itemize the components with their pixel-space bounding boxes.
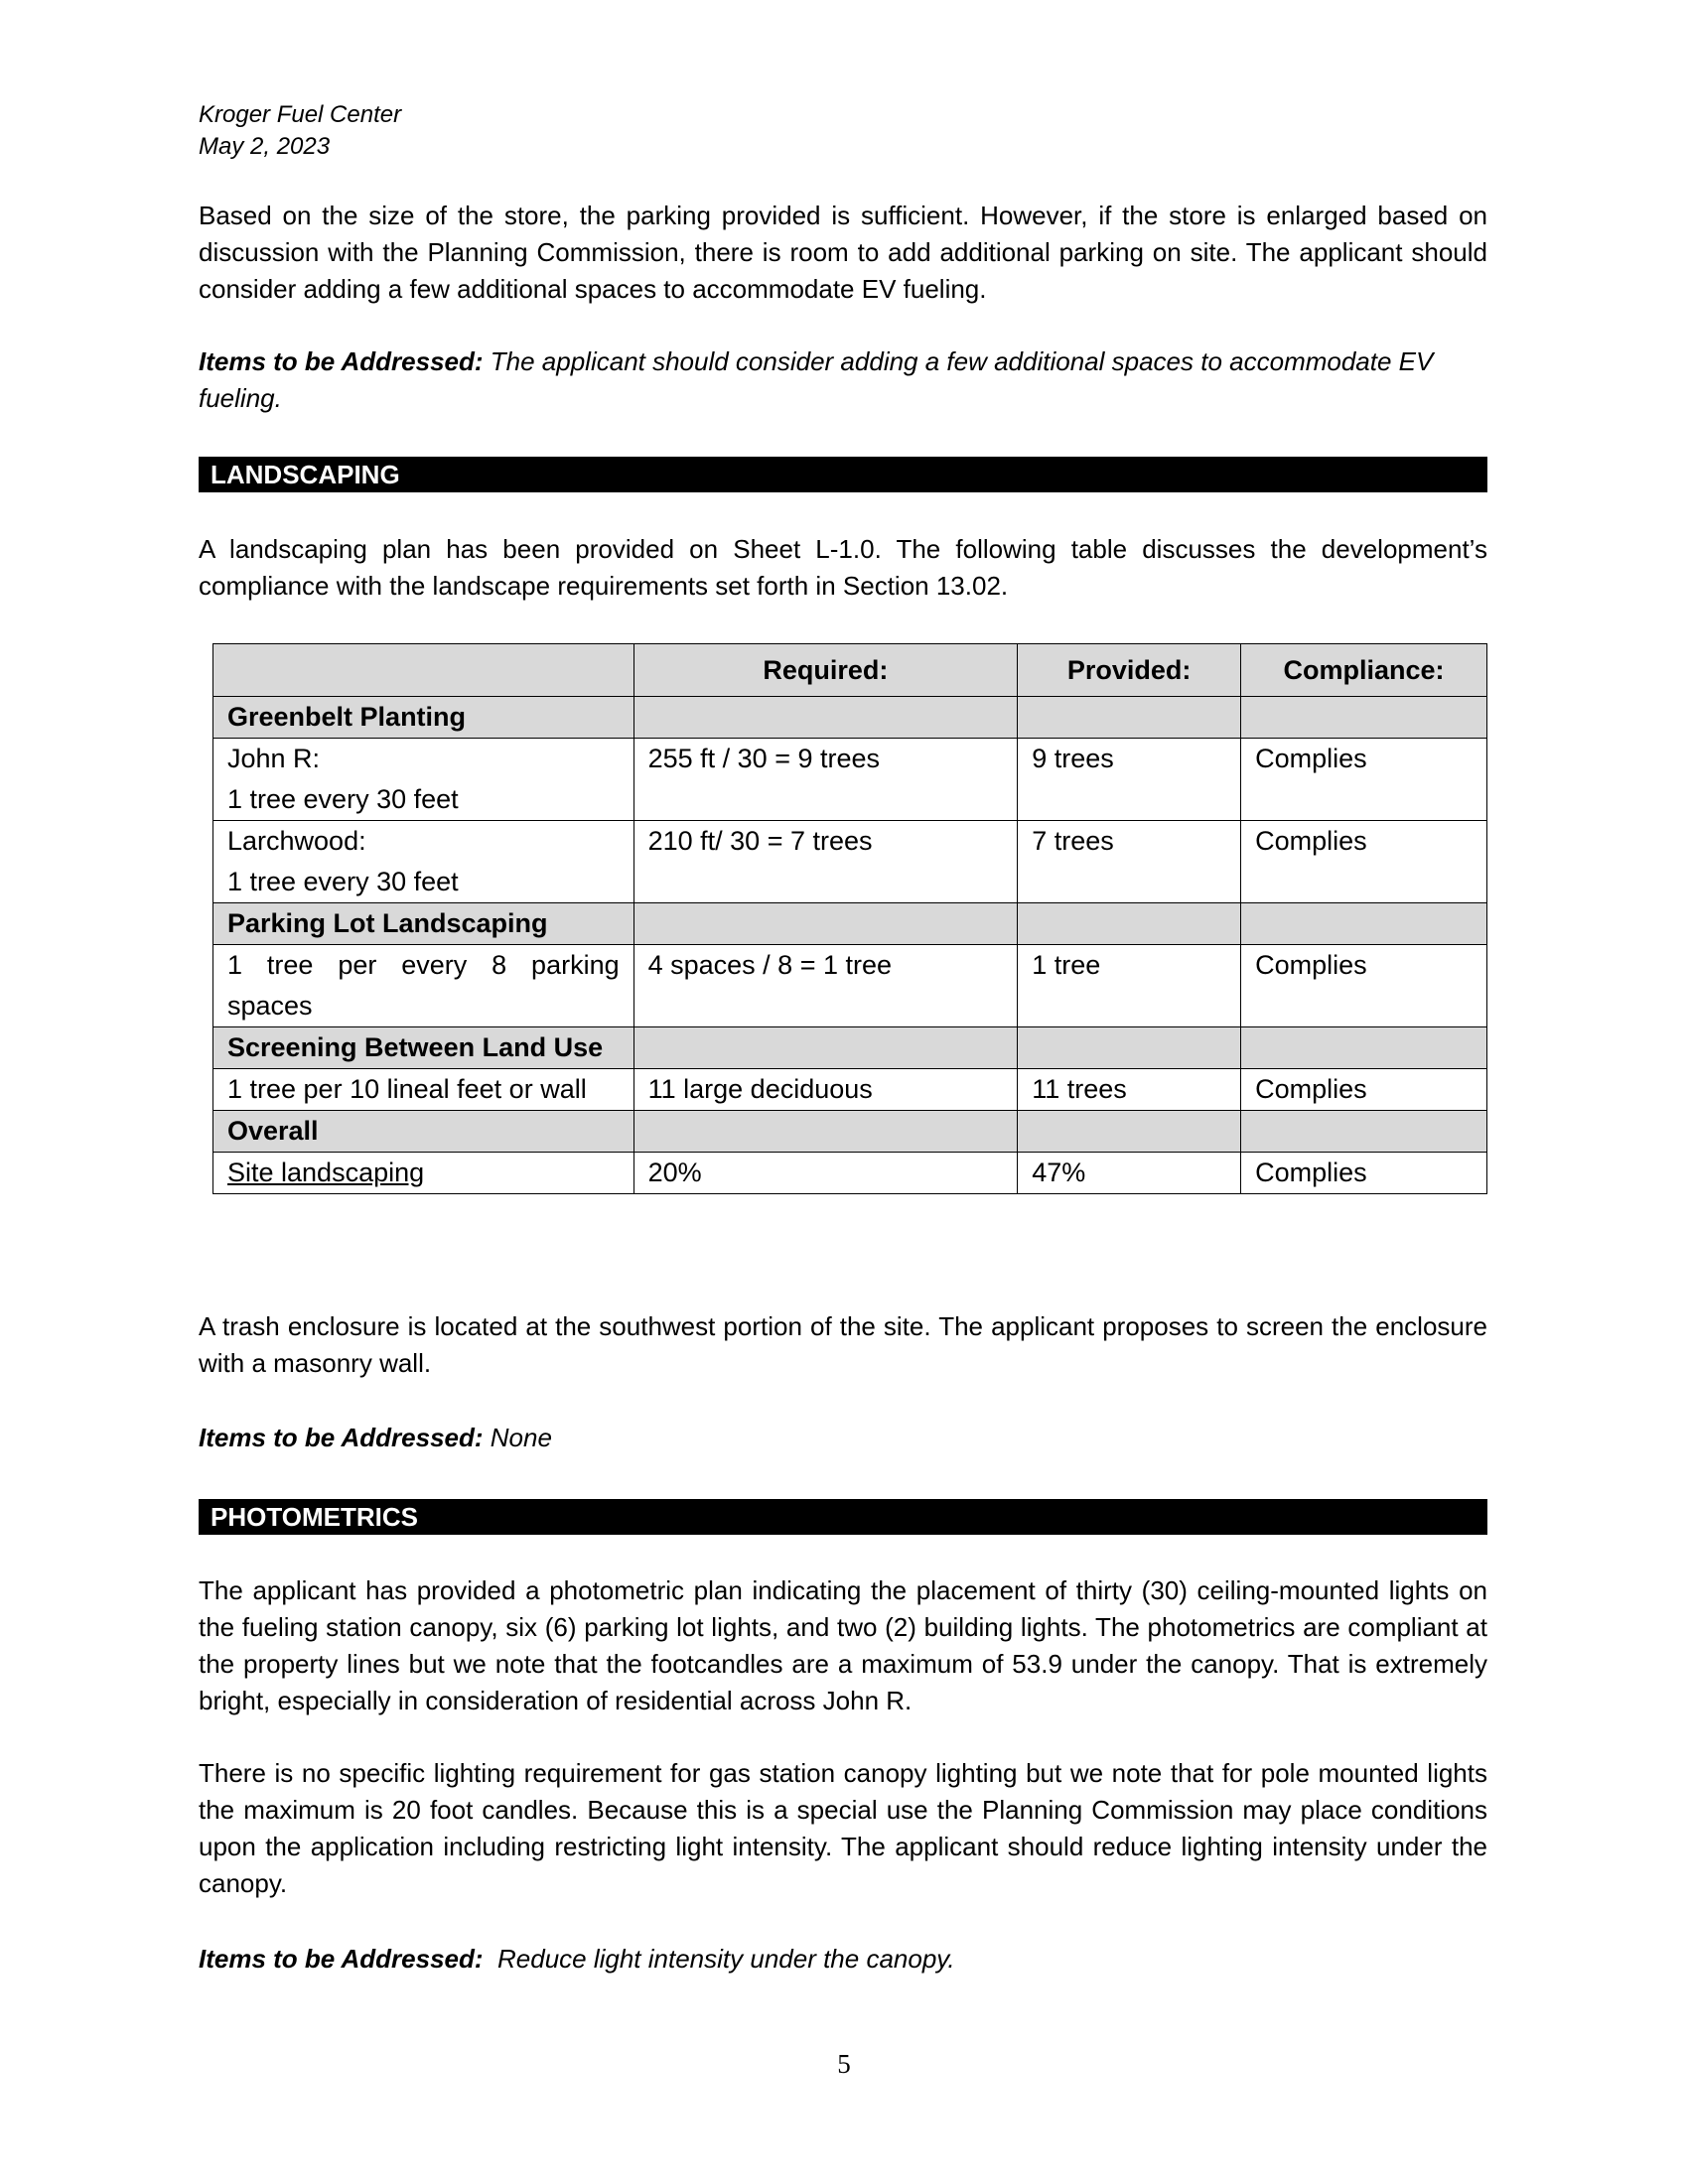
photometrics-paragraph-2: There is no specific lighting requirement for gas station canopy lighting but we note that for pole mounted lights the maximum is 20 foot candles. Because this is a special use the Planning Commission may place conditions upon the application including restricting light intensity. The applicant should reduce lighting intensity under the canopy. (199, 1758, 1487, 1898)
items-label: Items to be Addressed: (199, 1944, 484, 1974)
compliance-cell: Complies (1241, 1069, 1487, 1111)
parking-items-to-address (199, 343, 1487, 417)
landscaping-intro: A landscaping plan has been provided on Sheet L-1.0. The following table discusses the development’s compliance with the landscape requirements set forth in Section 13.02. (199, 534, 1487, 601)
provided-cell: 7 trees (1018, 821, 1241, 903)
required-cell: 4 spaces / 8 = 1 tree (633, 945, 1018, 1027)
table-header-required: Required: (633, 644, 1018, 697)
requirement-cell: 1 tree per 10 lineal feet or wall (213, 1069, 634, 1111)
section-header-landscaping: LANDSCAPING (199, 457, 1487, 492)
table-header-provided: Provided: (1018, 644, 1241, 697)
required-cell: 20% (633, 1153, 1018, 1194)
compliance-cell: Complies (1241, 945, 1487, 1027)
table-category-row (213, 903, 1487, 945)
items-label: Items to be Addressed: (199, 1423, 484, 1452)
trash-enclosure-paragraph: A trash enclosure is located at the southwest portion of the site. The applicant proposes to screen the enclosure with a masonry wall. (199, 1311, 1487, 1378)
compliance-cell: Complies (1241, 821, 1487, 903)
table-row (213, 945, 1487, 1027)
provided-cell: 1 tree (1018, 945, 1241, 1027)
table-row (213, 739, 1487, 821)
items-text: Reduce light intensity under the canopy. (483, 1944, 955, 1974)
required-cell: 11 large deciduous (633, 1069, 1018, 1111)
table-header-compliance: Compliance: (1241, 644, 1487, 697)
table-category-row (213, 1027, 1487, 1069)
table-header-blank (213, 644, 634, 697)
landscaping-table (212, 643, 1487, 1194)
required-cell: 255 ft / 30 = 9 trees (633, 739, 1018, 821)
requirement-cell: John R: 1 tree every 30 feet (213, 739, 634, 821)
required-cell: 210 ft/ 30 = 7 trees (633, 821, 1018, 903)
page-number: 5 (837, 2049, 851, 2079)
compliance-cell: Complies (1241, 1153, 1487, 1194)
parking-paragraph: Based on the size of the store, the parking provided is sufficient. However, if the store is enlarged based on discussion with the Planning Commission, there is room to add additional parking on site. The applicant should consider adding a few additional spaces to accommodate EV fueling. (199, 201, 1487, 304)
category-screening: Screening Between Land Use (213, 1027, 634, 1069)
table-row (213, 821, 1487, 903)
requirement-cell: Site landscaping (213, 1153, 634, 1194)
category-greenbelt: Greenbelt Planting (213, 697, 634, 739)
header-project: Kroger Fuel Center (199, 101, 402, 128)
table-header-row (213, 644, 1487, 697)
provided-cell: 9 trees (1018, 739, 1241, 821)
compliance-cell: Complies (1241, 739, 1487, 821)
section-header-photometrics: PHOTOMETRICS (199, 1499, 1487, 1535)
table-row (213, 1153, 1487, 1194)
table-row (213, 1069, 1487, 1111)
photometrics-items-to-address (199, 1941, 1487, 1978)
landscaping-items-to-address (199, 1420, 1487, 1456)
table-category-row (213, 697, 1487, 739)
requirement-cell: Larchwood: 1 tree every 30 feet (213, 821, 634, 903)
items-text: The applicant should consider adding a few additional spaces to accommodate EV fueling. (199, 346, 1434, 413)
header-date: May 2, 2023 (199, 133, 331, 160)
items-label: Items to be Addressed: (199, 346, 484, 376)
category-overall: Overall (213, 1111, 634, 1153)
provided-cell: 11 trees (1018, 1069, 1241, 1111)
provided-cell: 47% (1018, 1153, 1241, 1194)
category-parking-lot: Parking Lot Landscaping (213, 903, 634, 945)
requirement-cell: 1 tree per every 8 parking spaces (213, 945, 634, 1027)
photometrics-paragraph-1: The applicant has provided a photometric plan indicating the placement of thirty (30) ceiling-mounted lights on the fueling station canopy, six (6) parking lot lights, and two (2) building lights. The photometrics are compliant at the property lines but we note that the footcandles are a maximum of 53.9 under the canopy. That is extremely bright, especially in consideration of residential across John R. (199, 1575, 1487, 1715)
items-text: None (483, 1423, 552, 1452)
table-category-row (213, 1111, 1487, 1153)
